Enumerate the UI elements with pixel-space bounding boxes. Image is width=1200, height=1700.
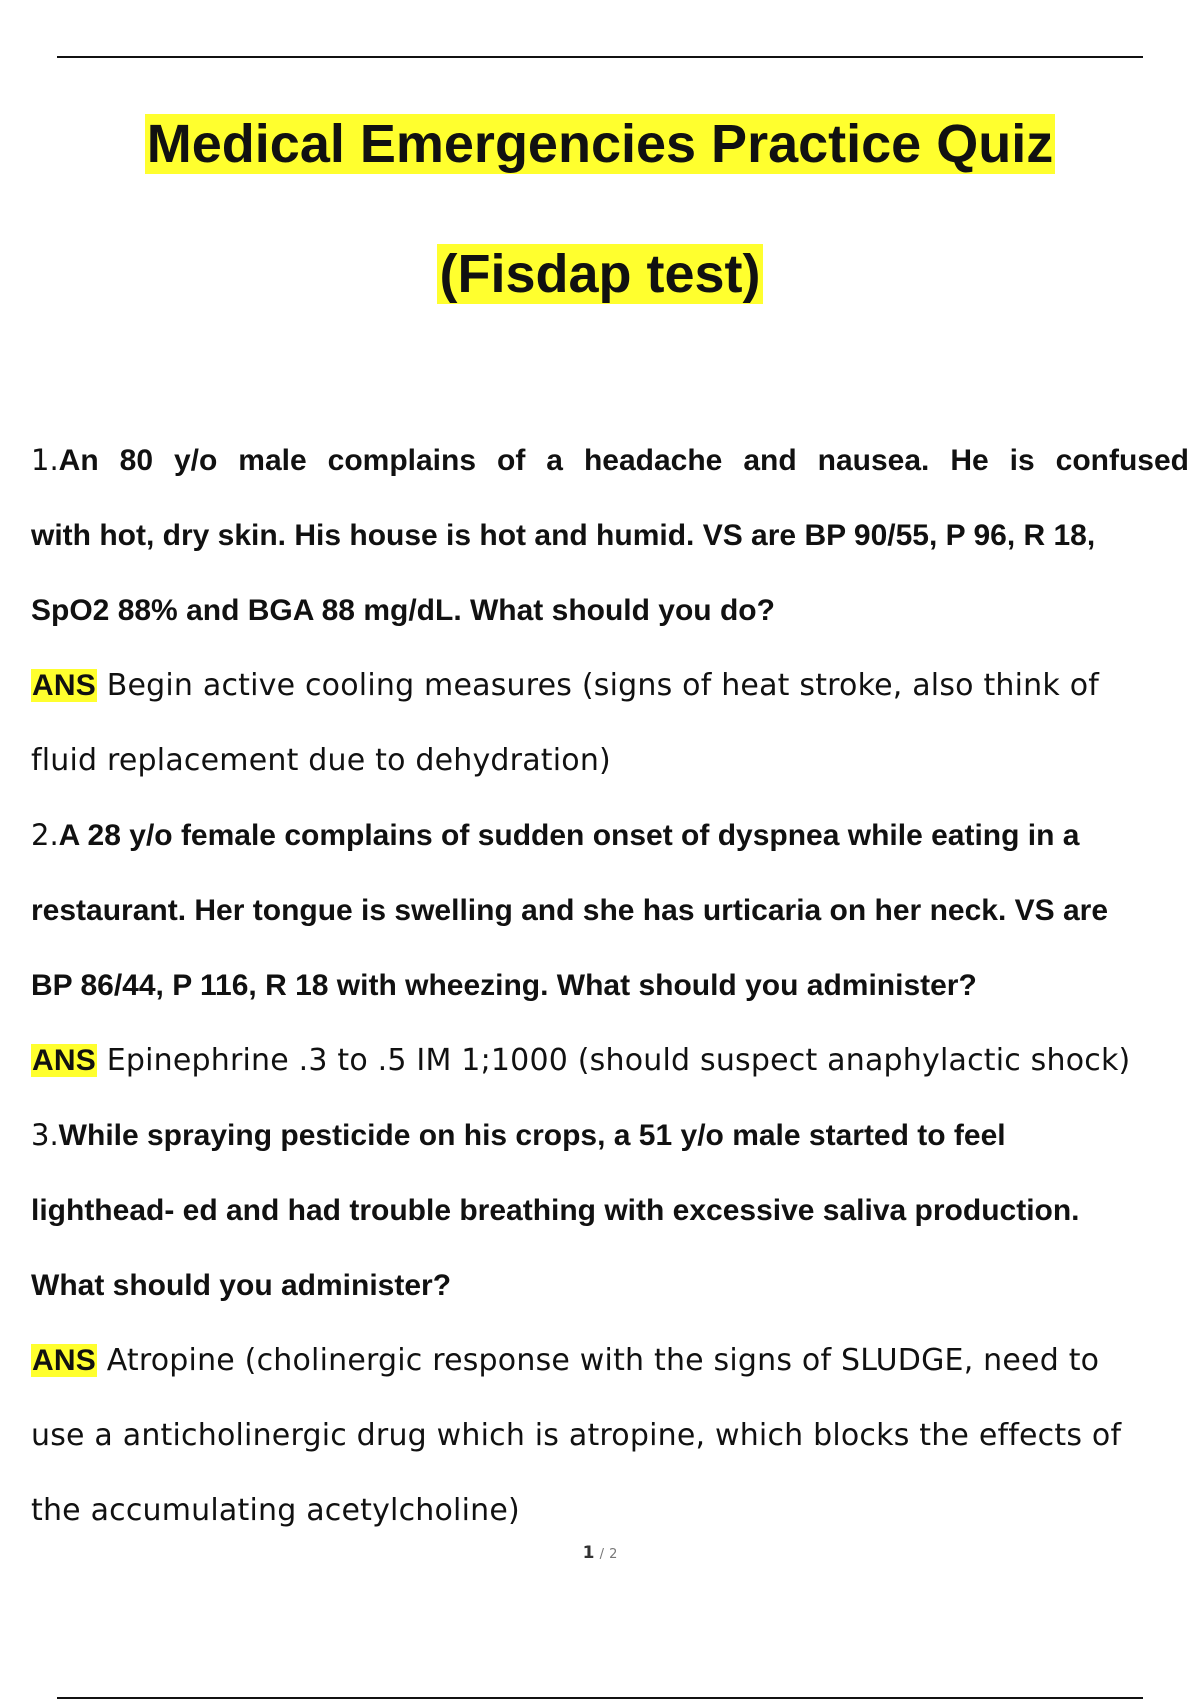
page-indicator bbox=[0, 1543, 1200, 1563]
document-title bbox=[0, 112, 1200, 176]
question-number: 2. bbox=[31, 818, 59, 852]
answer-3-line-3: the accumulating acetylcholine) bbox=[31, 1493, 520, 1528]
answer-text: Epinephrine .3 to .5 IM 1;1000 (should suspect anaphylactic shock) bbox=[106, 1043, 1131, 1078]
answer-label: ANS bbox=[32, 1344, 96, 1377]
title-line-1: Medical Emergencies Practice Quiz bbox=[146, 114, 1054, 174]
question-text: While spraying pesticide on his crops, a 51 y/o male started to feel bbox=[58, 1119, 1006, 1152]
bottom-rule bbox=[57, 1697, 1143, 1699]
answer-2-line-1 bbox=[31, 1023, 1189, 1098]
quiz-content bbox=[31, 423, 1189, 1548]
answer-label: ANS bbox=[32, 1044, 96, 1077]
top-rule bbox=[57, 56, 1143, 58]
answer-text: Begin active cooling measures (signs of heat stroke, also think of bbox=[106, 668, 1100, 703]
question-2-line-2: restaurant. Her tongue is swelling and she has urticaria on her neck. VS are bbox=[31, 894, 1109, 927]
question-3-line-3: What should you administer? bbox=[31, 1269, 452, 1302]
current-page: 1 bbox=[582, 1543, 595, 1563]
question-2-line-1 bbox=[31, 798, 1189, 873]
page-separator: / bbox=[599, 1547, 604, 1562]
answer-1-line-2: fluid replacement due to dehydration) bbox=[31, 743, 611, 778]
answer-3-line-2: use a anticholinergic drug which is atropine, which blocks the effects of bbox=[31, 1418, 1122, 1453]
answer-label: ANS bbox=[32, 669, 96, 702]
answer-1-line-1 bbox=[31, 648, 1189, 723]
answer-3-line-1 bbox=[31, 1323, 1189, 1398]
question-1-line-1 bbox=[31, 423, 1189, 498]
answer-text: Atropine (cholinergic response with the signs of SLUDGE, need to bbox=[106, 1343, 1100, 1378]
question-number: 1. bbox=[31, 443, 59, 477]
question-number: 3. bbox=[31, 1118, 59, 1152]
total-pages: 2 bbox=[609, 1547, 618, 1562]
question-3-line-1 bbox=[31, 1098, 1189, 1173]
document-subtitle bbox=[0, 242, 1200, 306]
title-line-2: (Fisdap test) bbox=[439, 244, 761, 304]
question-1-line-3: SpO2 88% and BGA 88 mg/dL. What should you do? bbox=[31, 594, 775, 627]
question-text: A 28 y/o female complains of sudden onset of dyspnea while eating in a bbox=[58, 819, 1080, 852]
question-3-line-2: lighthead- ed and had trouble breathing with excessive saliva production. bbox=[31, 1194, 1080, 1227]
question-text: An 80 y/o male complains of a headache and nausea. He is confused bbox=[58, 444, 1189, 477]
question-1-line-2: with hot, dry skin. His house is hot and humid. VS are BP 90/55, P 96, R 18, bbox=[31, 519, 1096, 552]
question-2-line-3: BP 86/44, P 116, R 18 with wheezing. What should you administer? bbox=[31, 969, 977, 1002]
